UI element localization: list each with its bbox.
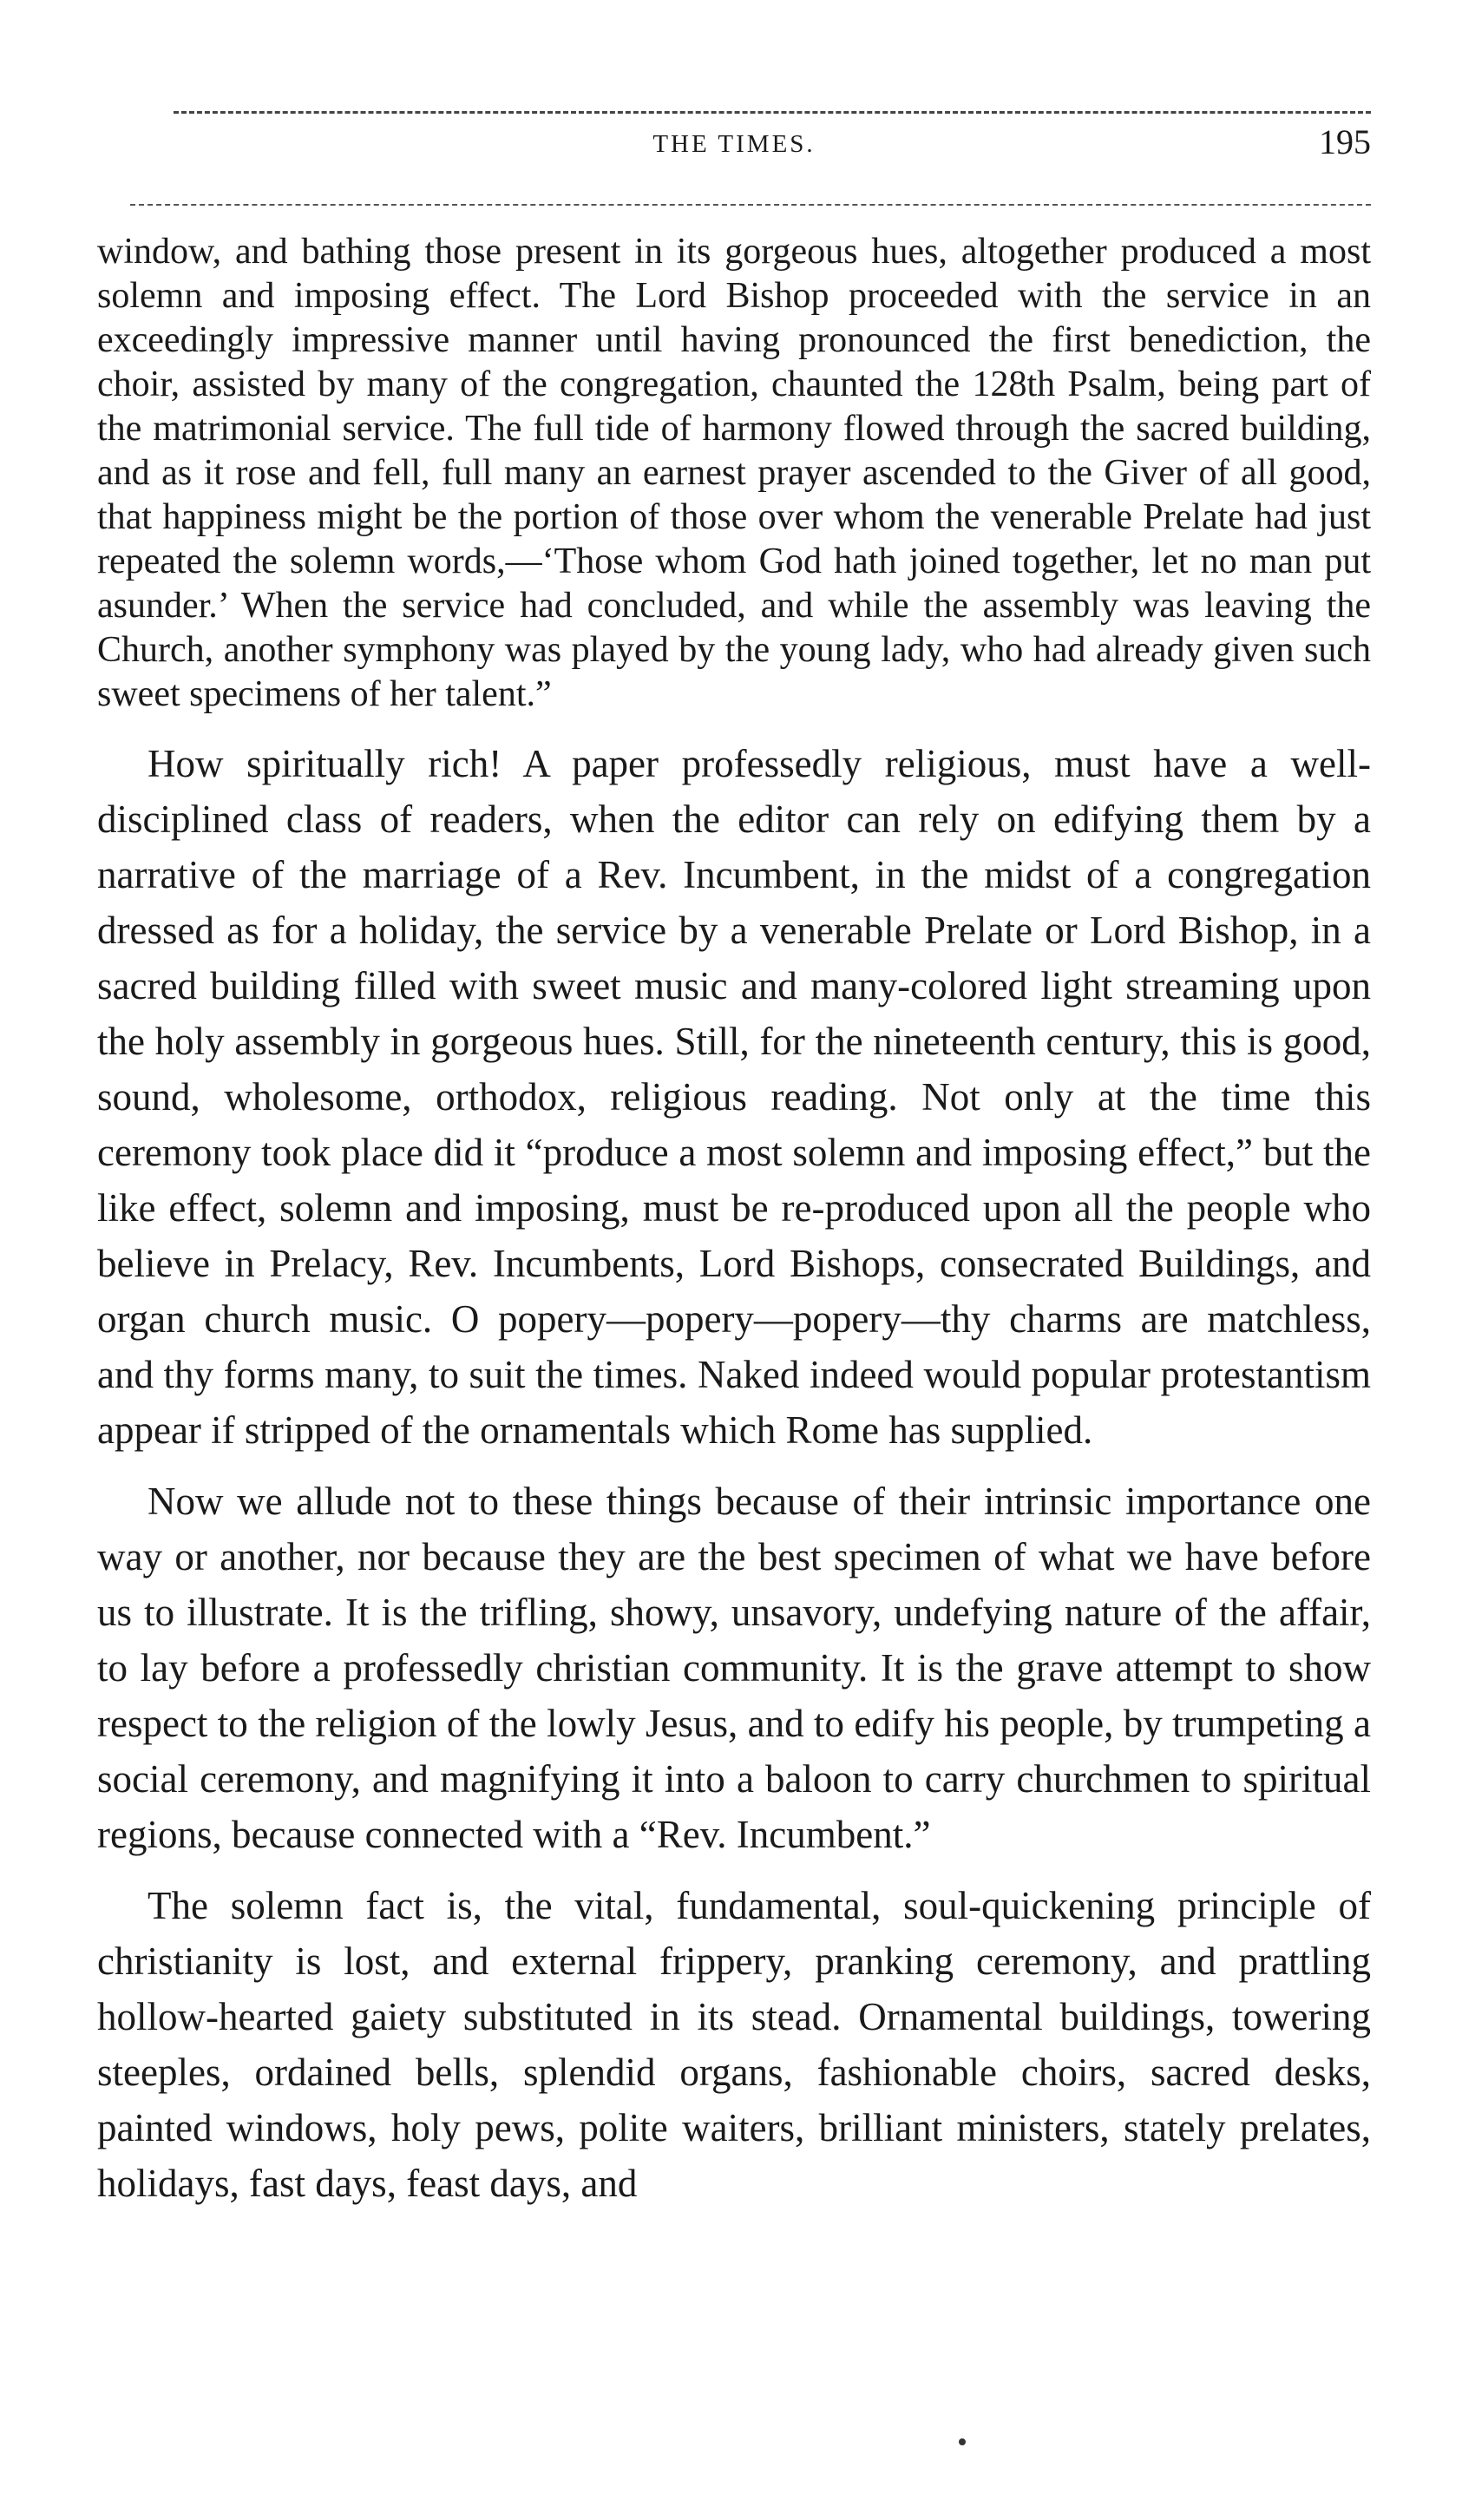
header-rule-bottom xyxy=(130,204,1371,206)
header-rule-top xyxy=(174,111,1371,114)
running-title: THE TIMES. xyxy=(652,130,816,158)
paragraph-3: Now we allude not to these things because of their intrinsic importance one way or another, nor because they are the best specimen of what we have before us to illustrate. It is the trifling, showy, unsavory, undefying nature of the affair, to lay before a professedly christian community. It is the grave attempt to show respect to the religion of the lowly Jesus, and to edify his people, by trumpeting a social ceremony, and magnifying it into a baloon to carry churchmen to spiritual regions, because connected with a “Rev. Incumbent.” xyxy=(97,1480,1371,1856)
paragraph-2: How spiritually rich! A paper professedly religious, must have a well-disciplined class of readers, when the editor can rely on edifying them by a narrative of the marriage of a Rev. Incumbent, in the midst of a congregation dressed as for a holiday, the service by a venerable Prelate or Lord Bishop, in a sacred building filled with sweet music and many-colored light streaming upon the holy assembly in gorgeous hues. Still, for the nineteenth century, this is good, sound, wholesome, orthodox, religious reading. Not only at the time this ceremony took place did it “produce a most solemn and imposing effect,” but the like effect, solemn and imposing, must be re-produced upon all the people who believe in Prelacy, Rev. Incumbents, Lord Bishops, consecrated Buildings, and organ church music. O popery—popery—popery—thy charms are matchless, and thy forms many, to suit the times. Naked indeed would popular protestantism appear if stripped of the ornamentals which Rome has supplied. xyxy=(97,742,1371,1452)
quoted-paragraph: window, and bathing those present in its gorgeous hues, altogether produced a most solemn and imposing effect. The Lord Bishop proceeded with the service in an exceedingly impressive manner until having pronounced the first benediction, the choir, assisted by many of the congregation, chaunted the 128th Psalm, being part of the matrimonial service. The full tide of harmony flowed through the sacred building, and as it rose and fell, full many an earnest prayer ascended to the Giver of all good, that happiness might be the portion of those over whom the venerable Prelate had just repeated the solemn words,—‘Those whom God hath joined together, let no man put asunder.’ When the service had concluded, and while the assembly was leaving the Church, another symphony was played by the young lady, who had already given such sweet specimens of her talent.” xyxy=(97,232,1371,714)
page-header xyxy=(97,121,1371,174)
body-text xyxy=(97,230,1371,2211)
page-mark xyxy=(959,2438,966,2445)
paragraph-4: The solemn fact is, the vital, fundamental, soul-quickening principle of christianity is lost, and external frippery, pranking ceremony, and prattling hollow-hearted gaiety substituted in its stead. Ornamental buildings, towering steeples, ordained bells, splendid organs, fashionable choirs, sacred desks, painted windows, holy pews, polite waiters, brilliant ministers, stately prelates, holidays, fast days, feast days, and xyxy=(97,1884,1371,2205)
page-number: 195 xyxy=(1319,122,1371,161)
